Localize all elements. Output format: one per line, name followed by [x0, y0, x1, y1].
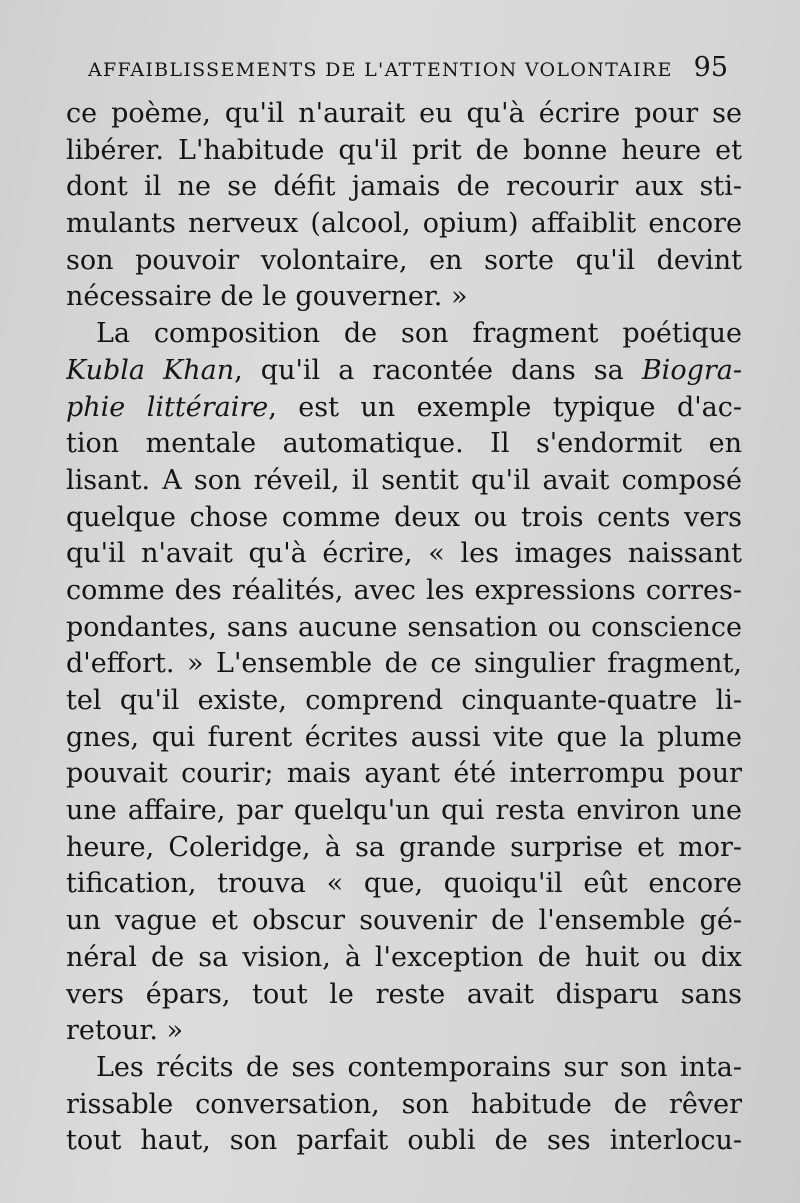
- text-line: pouvait courir; mais ayant été interrompu pour: [66, 758, 742, 790]
- text-segment: , est un exemple typique d'ac-: [268, 391, 742, 423]
- text-line: [66, 390, 742, 427]
- text-line: un vague et obscur souvenir de l'ensemble gé-: [66, 905, 742, 937]
- italic-title-segment: phie littéraire: [66, 391, 269, 423]
- text-line: lisant. A son réveil, il sentit qu'il avait composé: [66, 464, 742, 496]
- text-line: vers épars, tout le reste avait disparu sans: [66, 978, 742, 1010]
- text-line: nécessaire de le gouverner. »: [66, 281, 468, 313]
- text-line: comme des réalités, avec les expressions corres-: [66, 574, 742, 606]
- text-line: qu'il n'avait qu'à écrire, « les images naissant: [66, 538, 742, 570]
- text-segment: , qu'il a racontée dans sa: [234, 354, 642, 386]
- text-line: dont il ne se défit jamais de recourir aux sti-: [66, 171, 742, 203]
- text-line: quelque chose comme deux ou trois cents vers: [66, 501, 742, 533]
- text-line: tout haut, son parfait oubli de ses interlocu-: [66, 1125, 742, 1157]
- text-line: [66, 316, 742, 353]
- text-line: une affaire, par quelqu'un qui resta environ une: [66, 795, 742, 827]
- text-line: néral de sa vision, à l'exception de huit ou dix: [66, 941, 742, 973]
- page-number: 95: [693, 52, 728, 83]
- text-line: mulants nerveux (alcool, opium) affaiblit encore: [66, 208, 742, 240]
- text-line: ce poème, qu'il n'aurait eu qu'à écrire pour se: [66, 98, 742, 129]
- body-text: [66, 96, 742, 1160]
- text-line: libérer. L'habitude qu'il prit de bonne heure et: [66, 134, 742, 166]
- text-line: [66, 353, 742, 390]
- text-line: rissable conversation, son habitude de rêver: [66, 1088, 742, 1120]
- text-line: son pouvoir volontaire, en sorte qu'il devint: [66, 244, 742, 276]
- text-line: d'effort. » L'ensemble de ce singulier fragment,: [66, 648, 742, 680]
- chapter-title: AFFAIBLISSEMENTS DE L'ATTENTION VOLONTAIRE: [88, 59, 673, 81]
- text-line: pondantes, sans aucune sensation ou conscience: [66, 611, 742, 643]
- text-line: retour. »: [66, 1015, 184, 1047]
- text-line: tification, trouva « que, quoiqu'il eût encore: [66, 868, 742, 900]
- italic-title-segment: Biogra-: [641, 354, 742, 386]
- text-line: tion mentale automatique. Il s'endormit en: [66, 428, 742, 460]
- text-segment: La composition de son fragment poétique: [96, 318, 742, 350]
- running-header: [88, 52, 728, 83]
- text-line: heure, Coleridge, à sa grande surprise et mor-: [66, 831, 742, 863]
- text-line: tel qu'il existe, comprend cinquante-quatre li-: [66, 685, 742, 716]
- italic-title-segment: Kubla Khan: [66, 354, 235, 386]
- text-line: gnes, qui furent écrites aussi vite que la plume: [66, 721, 742, 753]
- text-line: Les récits de ses contemporains sur son inta-: [96, 1051, 742, 1083]
